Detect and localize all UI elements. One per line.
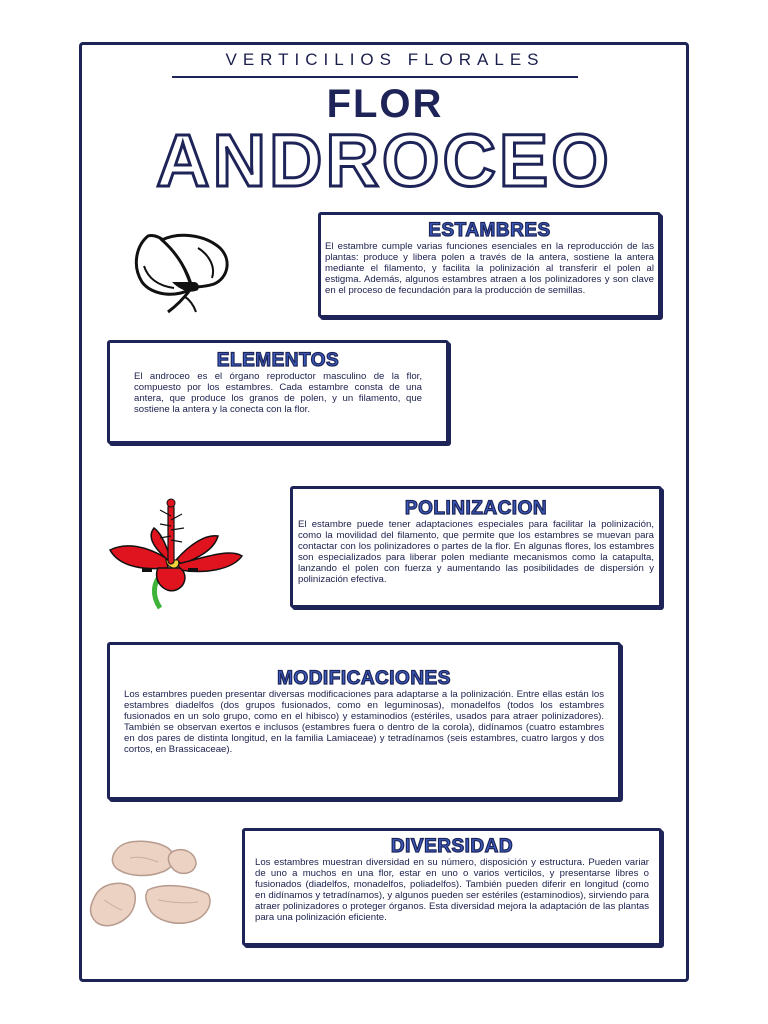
diversidad-heading: DIVERSIDAD — [390, 836, 514, 857]
bud-flower-icon — [128, 226, 240, 314]
poster-title: ANDROCEO — [156, 119, 612, 202]
hibiscus-flower-icon — [106, 498, 244, 610]
poster-title-small: FLOR — [326, 82, 444, 126]
diversidad-text: Los estambres muestran diversidad en su número, disposición y estructura. Pueden variar de uno a muchos en una flor, estar en uno o varios verticilos, y presentarse libres o fusionados (diadelfos, monadelfos, poliadelfos). También pueden diferir en longitud (como en didínamos y tetradínamos), y algunos pueden ser estériles (estaminodios), sirviendo para atraer polinizadores o proteger órganos. Esta diversidad mejora la adaptación de las plantas para una polinización eficiente. — [255, 857, 649, 923]
estambres-text: El estambre cumple varias funciones esenciales en la reproducción de las plantas: produce y libera polen a través de la antera, sostiene la antera mediante el filamento, y facilita la polinización al transferir el polen al estigma. Además, algunos estambres atraen a los polinizadores y son clave en el proceso de fecundación para la producción de semillas. — [325, 241, 654, 296]
subtitle-divider — [172, 76, 578, 78]
elementos-text: El androceo es el órgano reproductor masculino de la flor, compuesto por los estambres. Cada estambre consta de una antera, que produce los granos de polen, y un filamento, que sostiene la antera y la conecta con la flor. — [134, 371, 422, 415]
card-modificaciones — [107, 642, 621, 800]
polinizacion-heading: POLINIZACION — [404, 498, 548, 519]
polinizacion-text: El estambre puede tener adaptaciones especiales para facilitar la polinización, como la movilidad del filamento, que permite que los estambres se muevan para contactar con los polinizadores o partes de la flor. En algunas flores, los estambres son especializados para liberar polen mediante mecanismos como la catapulta, lanzando el polen con fuerza y aumentando las posibilidades de dispersión y polinización efectiva. — [298, 519, 654, 585]
petals-icon — [86, 838, 218, 938]
modificaciones-heading: MODIFICACIONES — [277, 668, 451, 689]
estambres-heading: ESTAMBRES — [428, 220, 551, 241]
card-elementos — [107, 340, 449, 444]
modificaciones-text: Los estambres pueden presentar diversas modificaciones para adaptarse a la polinización. Entre ellas están los estambres diadelfos (dos grupos fusionados, como en leguminosas), monadelfos (todos los estambres fusionados en un solo grupo, como en el hibisco) y estaminodios (estériles, usados para atraer polinizadores). También se observan exertos e inclusos (estambres fuera o dentro de la corola), didínamos (cuatro estambres en dos pares de distinta longitud, en la familia Lamiaceae) y tetradínamos (seis estambres, cuatro largos y dos cortos, en Brassicaceae). — [124, 689, 604, 755]
card-estambres — [318, 212, 661, 318]
elementos-heading: ELEMENTOS — [216, 350, 340, 371]
card-polinizacion — [290, 486, 662, 608]
card-diversidad — [242, 828, 662, 946]
poster-subtitle: VERTICILIOS FLORALES — [225, 50, 545, 69]
